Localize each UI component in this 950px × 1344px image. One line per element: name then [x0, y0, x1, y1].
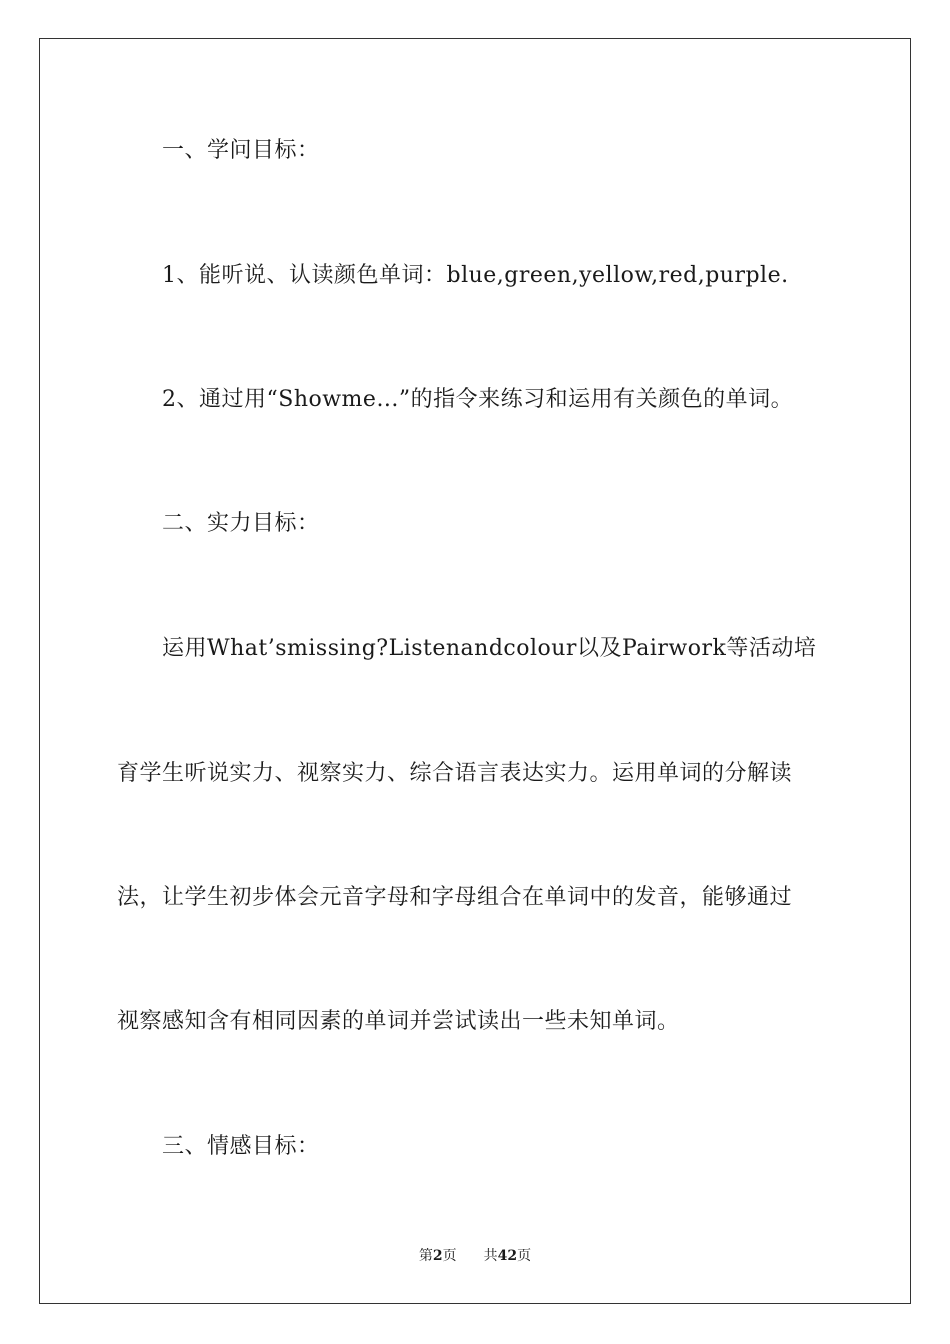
page-prefix: 第 [418, 1248, 433, 1264]
page-number: 2 [432, 1248, 443, 1264]
paragraph-line: 1、能听说、认读颜色单词：blue,green,yellow,red,purple. [162, 263, 789, 288]
total-suffix: 页 [517, 1248, 532, 1264]
paragraph-line: 2、通过用“Showme...”的指令来练习和运用有关颜色的单词。 [162, 387, 794, 412]
section-heading-ability: 二、实力目标： [162, 511, 320, 536]
page-border [39, 38, 911, 1304]
total-prefix: 共 [483, 1248, 498, 1264]
paragraph-line: 视察感知含有相同因素的单词并尝试读出一些未知单词。 [117, 1009, 680, 1034]
page-suffix: 页 [442, 1248, 457, 1264]
section-heading-emotion: 三、情感目标： [162, 1134, 320, 1159]
paragraph-line: 育学生听说实力、视察实力、综合语言表达实力。运用单词的分解读 [117, 761, 793, 786]
page-footer [0, 1246, 950, 1266]
total-pages: 42 [497, 1248, 518, 1264]
paragraph-line: 运用What’smissing?Listenandcolour以及Pairwork等活动培 [162, 636, 817, 661]
section-heading-knowledge: 一、学问目标： [162, 138, 320, 163]
paragraph-line: 法，让学生初步体会元音字母和字母组合在单词中的发音，能够通过 [117, 885, 793, 910]
